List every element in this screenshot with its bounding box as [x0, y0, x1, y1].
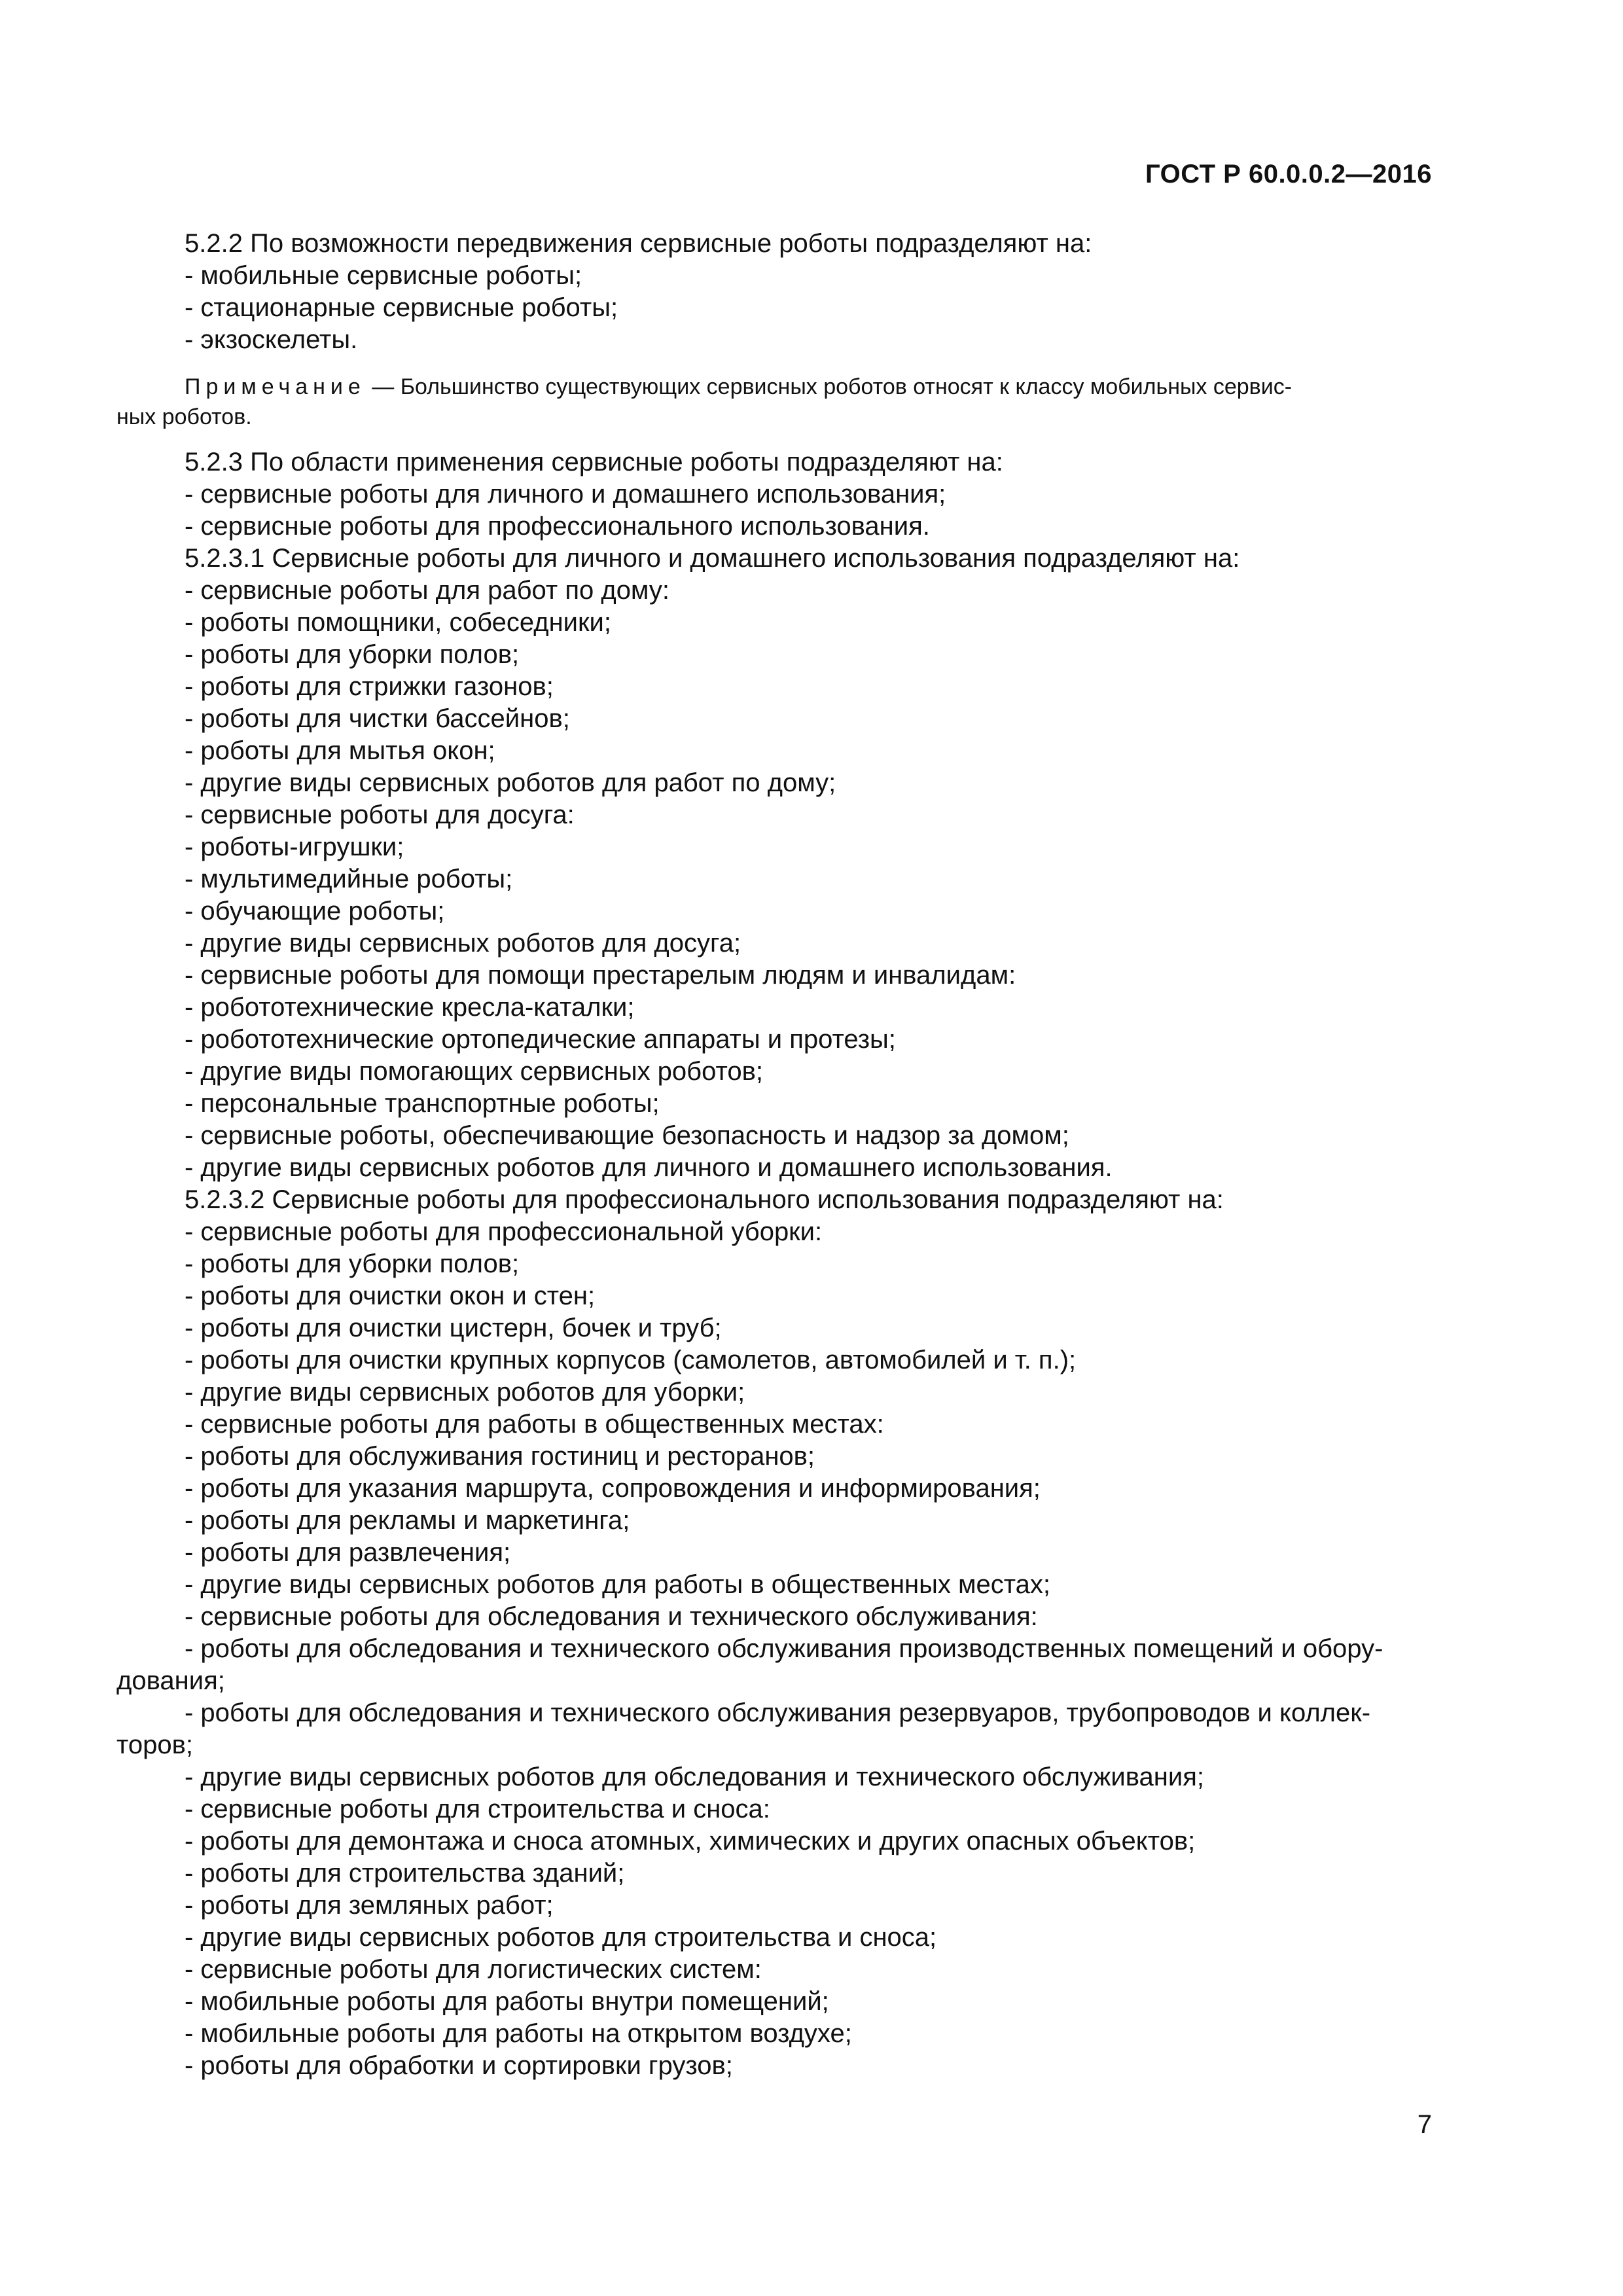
list-item: - роботы для указания маршрута, сопровождения и информирования; [185, 1474, 1041, 1503]
clause-paragraph: 5.2.3.2 Сервисные роботы для профессионального использования подразделяют на: [185, 1185, 1224, 1214]
list-item: - роботы для уборки полов; [185, 640, 520, 669]
list-item: - сервисные роботы для логистических систем: [185, 1955, 762, 1984]
list-item: - роботы для обработки и сортировки грузов; [185, 2051, 733, 2080]
list-item: - мультимедийные роботы; [185, 865, 513, 893]
list-item: - роботы для чистки бассейнов; [185, 704, 570, 733]
list-item: - роботы для обслуживания гостиниц и ресторанов; [185, 1442, 815, 1471]
list-item: - роботы для очистки крупных корпусов (самолетов, автомобилей и т. п.); [185, 1346, 1077, 1374]
list-item: - роботы для уборки полов; [185, 1249, 520, 1278]
note-text: — Большинство существующих сервисных роботов относят к классу мобильных сервис- [365, 374, 1293, 399]
list-item: торов; [116, 1731, 193, 1759]
note-paragraph [116, 372, 1442, 432]
list-item: - сервисные роботы, обеспечивающие безопасность и надзор за домом; [185, 1121, 1069, 1150]
list-item: - другие виды сервисных роботов для работ по дому; [185, 768, 836, 797]
list-item: - сервисные роботы для досуга: [185, 800, 575, 829]
clause-paragraph: 5.2.2 По возможности передвижения сервисные роботы подразделяют на: [185, 229, 1092, 258]
list-item: - мобильные роботы для работы внутри помещений; [185, 1987, 829, 2016]
list-item: - роботы-игрушки; [185, 833, 404, 861]
list-item: - роботы для стрижки газонов; [185, 672, 554, 701]
list-item: - роботы для развлечения; [185, 1538, 511, 1567]
list-item: - роботы помощники, собеседники; [185, 608, 611, 637]
page-number: 7 [1417, 2110, 1432, 2139]
list-item: - роботы для демонтажа и сноса атомных, химических и других опасных объектов; [185, 1827, 1196, 1856]
list-item: - роботы для обследования и технического обслуживания производственных помещений и обору- [185, 1634, 1383, 1663]
list-item: - роботы для земляных работ; [185, 1891, 554, 1920]
list-item: - сервисные роботы для строительства и сноса: [185, 1795, 770, 1823]
list-item: - роботы для очистки цистерн, бочек и труб; [185, 1314, 722, 1342]
list-item: - роботы для очистки окон и стен; [185, 1282, 596, 1310]
list-item: - другие виды сервисных роботов для обследования и технического обслуживания; [185, 1763, 1204, 1791]
list-item: - сервисные роботы для помощи престарелым людям и инвалидам: [185, 961, 1016, 990]
list-item: - сервисные роботы для профессионального использования. [185, 512, 930, 541]
list-item: - роботы для обследования и технического обслуживания резервуаров, трубопроводов и коллек- [185, 1698, 1371, 1727]
document-body [116, 228, 1442, 2082]
list-item: - сервисные роботы для работы в общественных местах: [185, 1410, 884, 1439]
list-item: - сервисные роботы для работ по дому: [185, 576, 669, 605]
list-item: - сервисные роботы для обследования и технического обслуживания: [185, 1602, 1038, 1631]
list-item: - другие виды сервисных роботов для личного и домашнего использования. [185, 1153, 1113, 1182]
list-item: - стационарные сервисные роботы; [185, 293, 618, 322]
list-item: - сервисные роботы для личного и домашнего использования; [185, 480, 946, 509]
list-item: - другие виды сервисных роботов для работы в общественных местах; [185, 1570, 1050, 1599]
clause-paragraph: 5.2.3.1 Сервисные роботы для личного и домашнего использования подразделяют на: [185, 544, 1240, 573]
list-item: - сервисные роботы для профессиональной уборки: [185, 1217, 823, 1246]
list-item: - роботы для строительства зданий; [185, 1859, 625, 1888]
list-item: - роботы для мытья окон; [185, 736, 495, 765]
list-item: - другие виды сервисных роботов для уборки; [185, 1378, 745, 1407]
list-item: - робототехнические кресла-каталки; [185, 993, 635, 1022]
clause-paragraph: 5.2.3 По области применения сервисные роботы подразделяют на: [185, 448, 1003, 476]
list-item: - экзоскелеты. [185, 325, 358, 354]
note-label: Примечание [185, 374, 366, 399]
list-item: - мобильные роботы для работы на открытом воздухе; [185, 2019, 852, 2048]
list-item: - другие виды сервисных роботов для досуга; [185, 929, 741, 958]
note-text-continuation: ных роботов. [116, 404, 252, 429]
list-item: - мобильные сервисные роботы; [185, 261, 582, 290]
list-item: - роботы для рекламы и маркетинга; [185, 1506, 630, 1535]
list-item: - робототехнические ортопедические аппараты и протезы; [185, 1025, 896, 1054]
list-item: дования; [116, 1666, 225, 1695]
list-item: - обучающие роботы; [185, 897, 445, 925]
list-item: - другие виды сервисных роботов для строительства и сноса; [185, 1923, 937, 1952]
list-item: - другие виды помогающих сервисных роботов; [185, 1057, 763, 1086]
document-number-header: ГОСТ Р 60.0.0.2—2016 [1145, 160, 1432, 188]
list-item: - персональные транспортные роботы; [185, 1089, 660, 1118]
